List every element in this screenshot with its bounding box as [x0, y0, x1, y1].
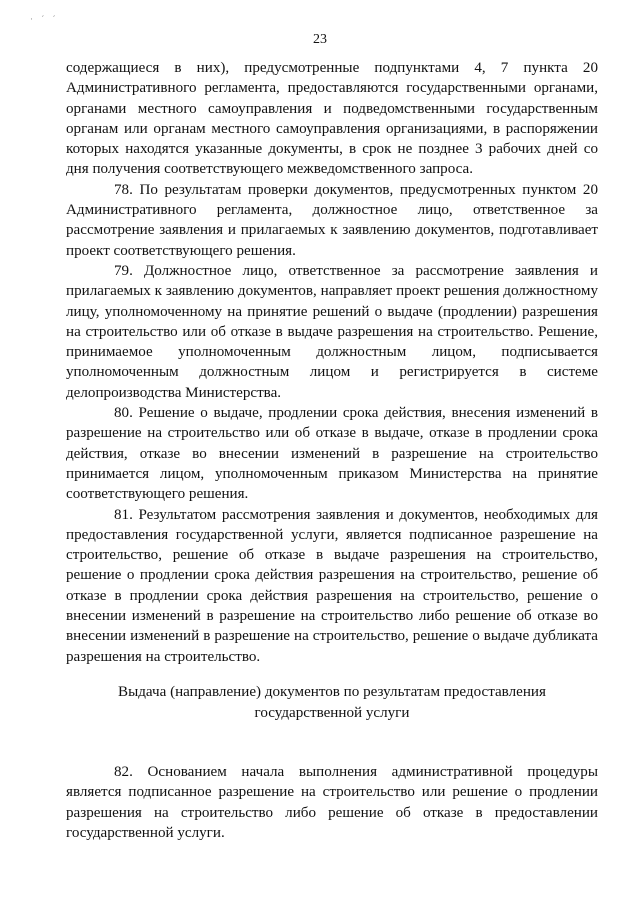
scan-marks: · ˊ ˊ — [30, 14, 59, 24]
section-heading-line-1: Выдача (направление) документов по результатам предоставления — [118, 684, 546, 700]
body-text-bottom — [66, 762, 598, 843]
paragraph-79: 79. Должностное лицо, ответственное за рассмотрение заявления и прилагаемых к заявлению документов, направляет проект решения должностному лицу, уполномоченному на принятие решений о выдаче (продлении) разрешения на строительство или об отказе в выдаче разрешения на строительство. Решение, принимаемое уполномоченным должностным лицом, подписывается уполномоченным должностным лицом и регистрируется в системе делопроизводства Министерства. — [66, 262, 598, 401]
body-text-top — [66, 58, 598, 667]
paragraph-80: 80. Решение о выдаче, продлении срока действия, внесения изменений в разрешение на строительство или об отказе в выдаче, отказе в продлении срока действия, отказе во внесении изменений в разрешение на строительство принимается лицом, уполномоченным приказом Министерства на принятие соответствующего решения. — [66, 405, 598, 503]
paragraph-81: 81. Результатом рассмотрения заявления и документов, необходимых для предоставления государственной услуги, является подписанное разрешение на строительство, решение об отказе в выдаче разрешения на строительство, решение о продлении срока действия разрешения на строительство, решение об отказе в продлении срока действия разрешения на строительство, решение о внесении изменений в разрешение на строительство либо решение об отказе во внесении изменений в разрешение на строительство, решение о выдаче дубликата разрешения на строительство. — [66, 506, 598, 665]
paragraph-82: 82. Основанием начала выполнения административной процедуры является подписанное разрешение на строительство или решение о продлении разрешения на строительство либо решение об отказе в предоставлении государственной услуги. — [66, 764, 598, 841]
section-heading — [66, 682, 598, 724]
page-number: 23 — [313, 32, 327, 47]
paragraph-continuation: содержащиеся в них), предусмотренные подпунктами 4, 7 пункта 20 Административного регламента, предоставляются государственными органами, органами местного самоуправления и подведомственными государственным органам или органам местного самоуправления организациями, в распоряжении которых находятся указанные документы, в срок не позднее 3 рабочих дней со дня получения соответствующего межведомственного запроса. — [66, 60, 598, 178]
section-heading-line-2: государственной услуги — [254, 705, 410, 721]
paragraph-78: 78. По результатам проверки документов, предусмотренных пунктом 20 Административного регламента, должностное лицо, ответственное за рассмотрение заявления и прилагаемых к заявлению документов, подготавливает проект соответствующего решения. — [66, 181, 598, 259]
